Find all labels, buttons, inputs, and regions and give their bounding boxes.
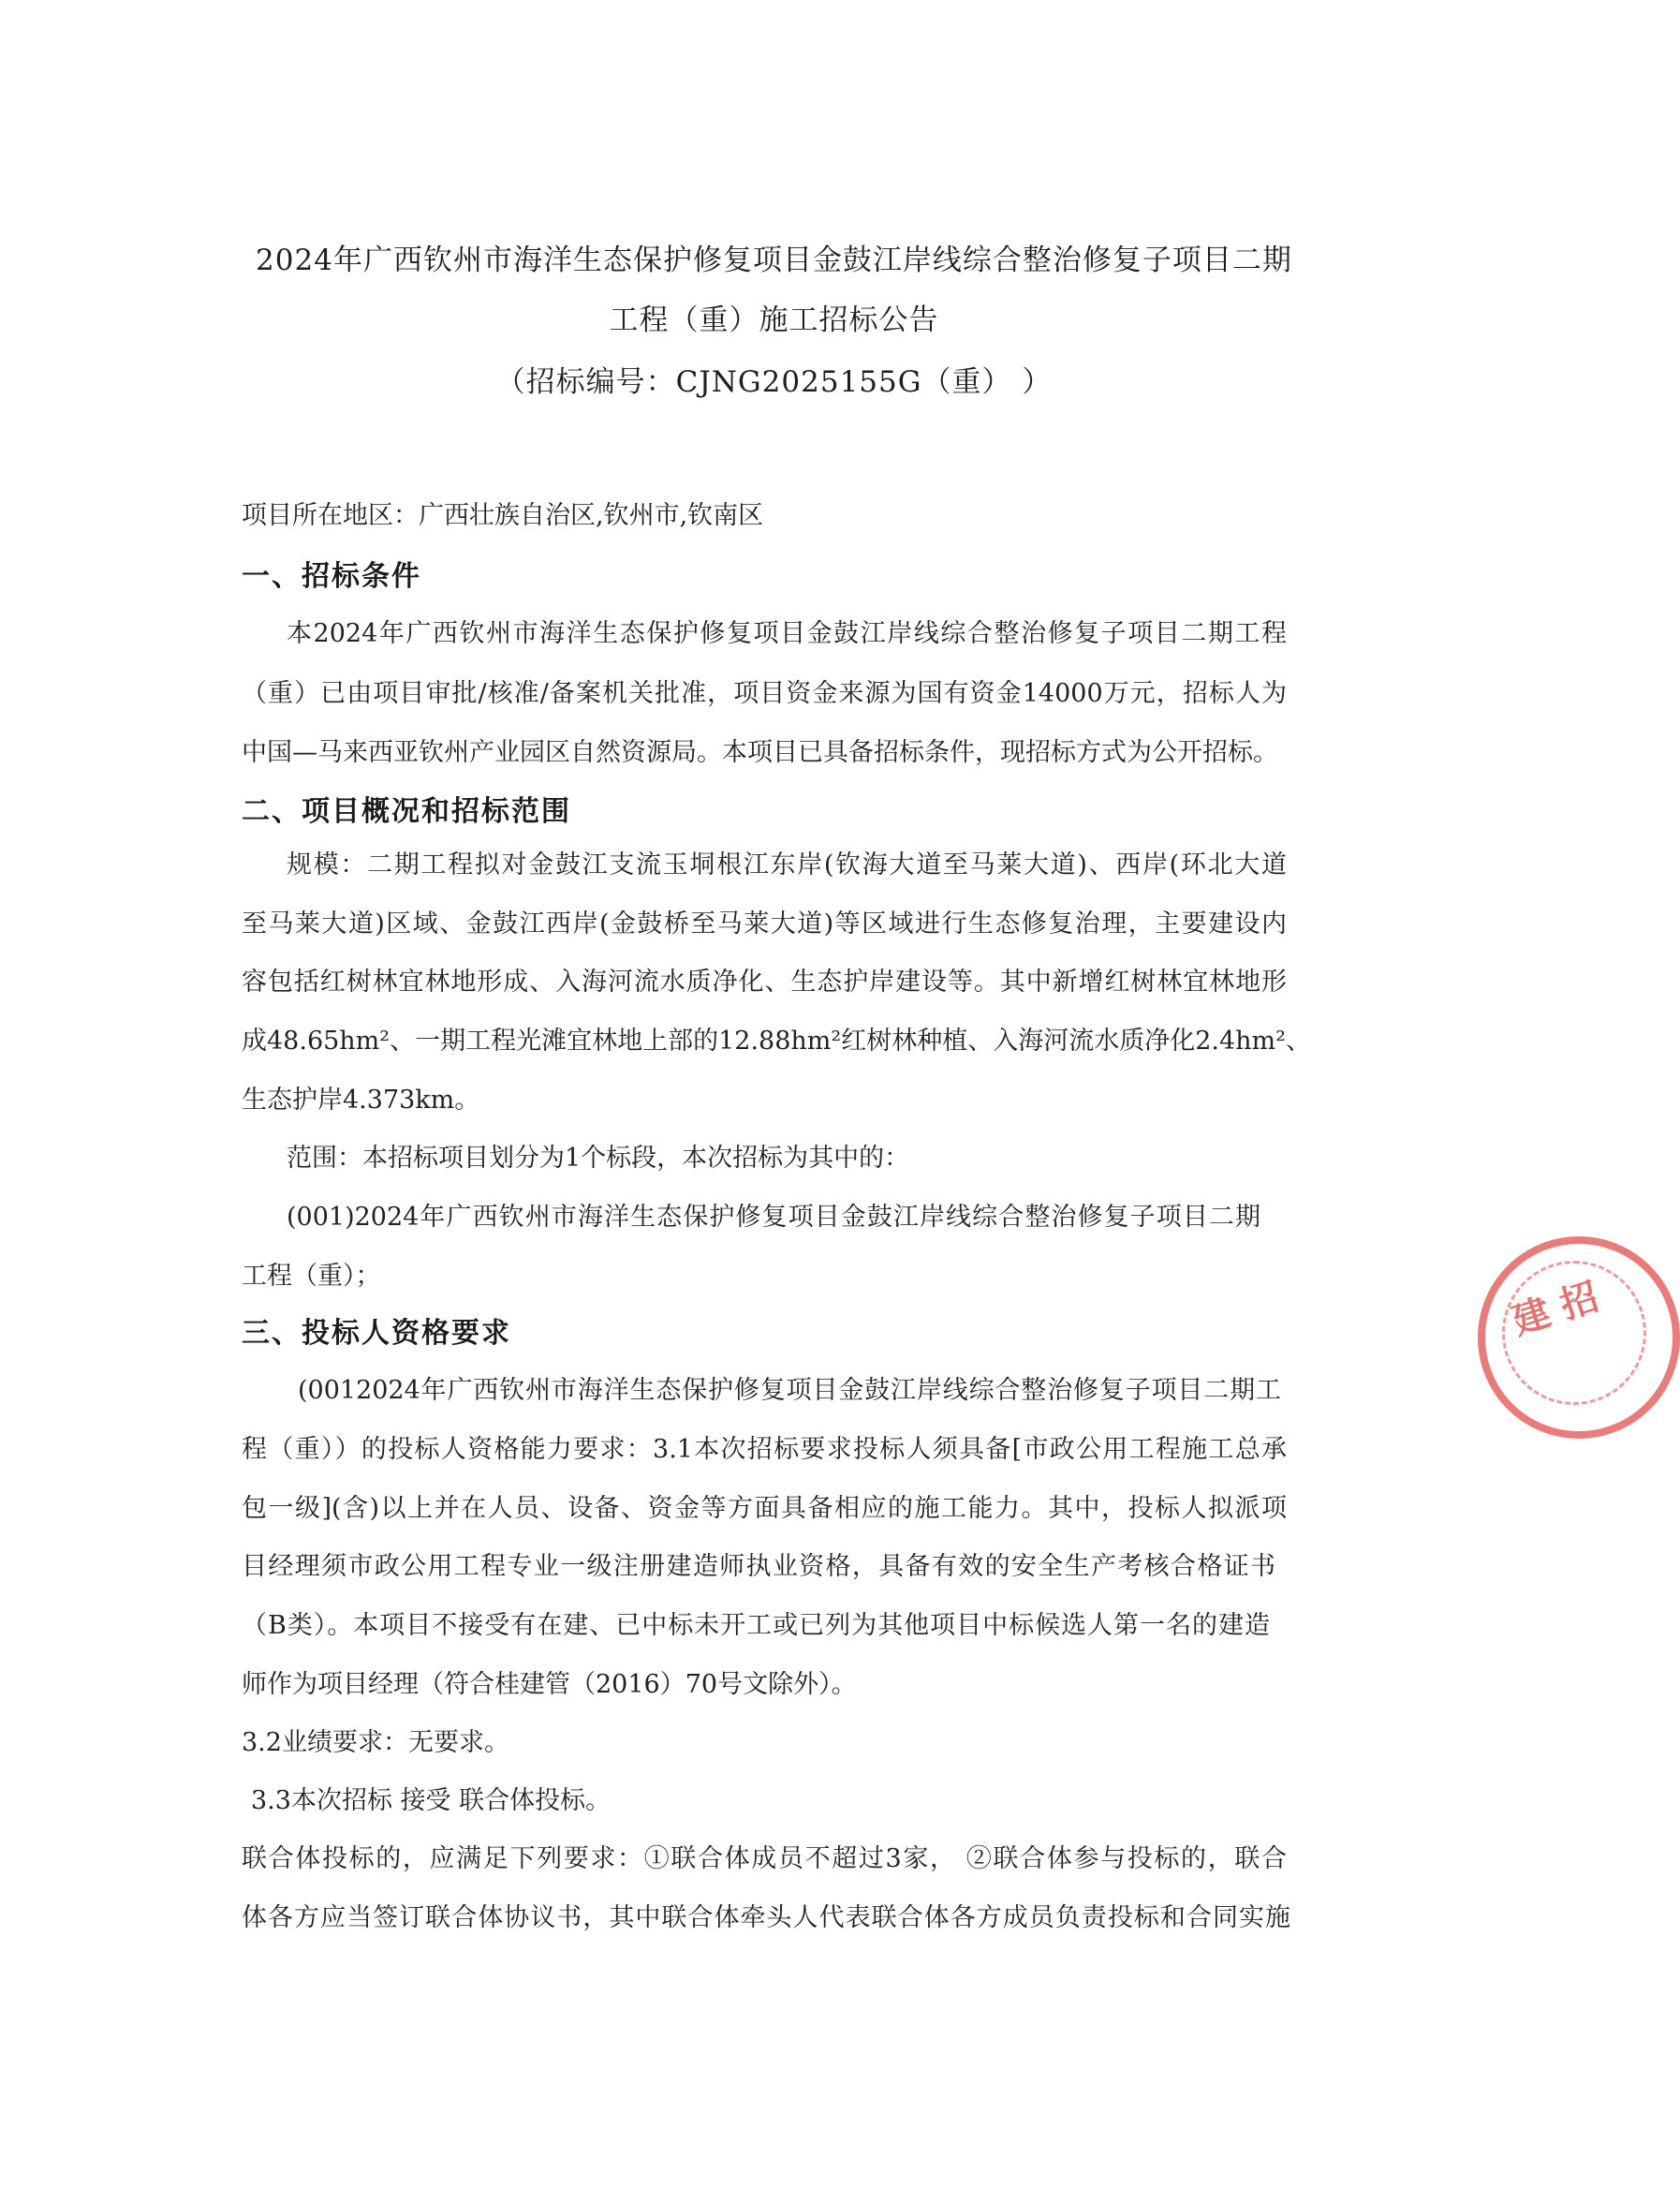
- seal-lettering: 建 招: [1507, 1275, 1604, 1344]
- paragraph-line: 包一级](含)以上并在人员、设备、资金等方面具备相应的施工能力。其中，投标人拟派项: [242, 1494, 1287, 1523]
- paragraph-line: 中国—马来西亚钦州产业园区自然资源局。本项目已具备招标条件，现招标方式为公开招标。: [242, 738, 1278, 767]
- paragraph-line: （重）已由项目审批/核准/备案机关批准，项目资金来源为国有资金14000万元，招标人为: [242, 679, 1287, 708]
- paragraph-line: 容包括红树林宜林地形成、入海河流水质净化、生态护岸建设等。其中新增红树林宜林地形: [242, 968, 1287, 997]
- paragraph-line: 程（重））的投标人资格能力要求：3.1本次招标要求投标人须具备[市政公用工程施工总承: [242, 1435, 1287, 1464]
- section-heading-project-overview: 二、项目概况和招标范围: [242, 795, 571, 828]
- paragraph-line: 体各方应当签订联合体协议书，其中联合体牵头人代表联合体各方成员负责投标和合同实施: [242, 1903, 1290, 1932]
- paragraph-line: （B类）。本项目不接受有在建、已中标未开工或已列为其他项目中标候选人第一名的建造: [242, 1611, 1270, 1640]
- paragraph-line: 成48.65hm²、一期工程光滩宜林地上部的12.88hm²红树林种植、入海河流水质净化2.4hm²、: [242, 1027, 1311, 1056]
- paragraph-line: 范围：本招标项目划分为1个标段，本次招标为其中的：: [287, 1144, 910, 1173]
- document-title-line-2: 工程（重）施工招标公告: [609, 303, 939, 337]
- paragraph-line: 师作为项目经理（符合桂建管（2016）70号文除外）。: [242, 1670, 857, 1699]
- paragraph-line: (001)2024年广西钦州市海洋生态保护修复项目金鼓江岸线综合整治修复子项目二期: [287, 1203, 1260, 1232]
- paragraph-line: (0012024年广西钦州市海洋生态保护修复项目金鼓江岸线综合整治修复子项目二期工: [298, 1376, 1281, 1405]
- paragraph-line: 本2024年广西钦州市海洋生态保护修复项目金鼓江岸线综合整治修复子项目二期工程: [287, 619, 1287, 648]
- paragraph-line: 规模：二期工程拟对金鼓江支流玉垌根江东岸(钦海大道至马莱大道)、西岸(环北大道: [287, 850, 1287, 880]
- section-heading-bidder-qualification: 三、投标人资格要求: [242, 1317, 511, 1350]
- paragraph-line: 3.3本次招标 接受 联合体投标。: [251, 1786, 612, 1815]
- section-heading-tender-conditions: 一、招标条件: [242, 560, 421, 593]
- paragraph-line: 联合体投标的，应满足下列要求：①联合体成员不超过3家， ②联合体参与投标的，联合: [242, 1844, 1287, 1873]
- project-region: 项目所在地区：广西壮族自治区,钦州市,钦南区: [242, 501, 764, 530]
- paragraph-line: 3.2业绩要求：无要求。: [242, 1728, 509, 1757]
- tender-number: （招标编号：CJNG2025155G（重） ）: [495, 365, 1053, 399]
- paragraph-line: 至马莱大道)区域、金鼓江西岸(金鼓桥至马莱大道)等区域进行生态修复治理，主要建设内: [242, 909, 1287, 939]
- paragraph-line: 目经理须市政公用工程专业一级注册建造师执业资格，具备有效的安全生产考核合格证书: [242, 1552, 1275, 1581]
- paragraph-line: 工程（重）；: [242, 1262, 381, 1291]
- paragraph-line: 生态护岸4.373km。: [242, 1086, 480, 1115]
- official-seal-stamp: [1478, 1236, 1680, 1439]
- document-title-line-1: 2024年广西钦州市海洋生态保护修复项目金鼓江岸线综合整治修复子项目二期: [256, 244, 1292, 277]
